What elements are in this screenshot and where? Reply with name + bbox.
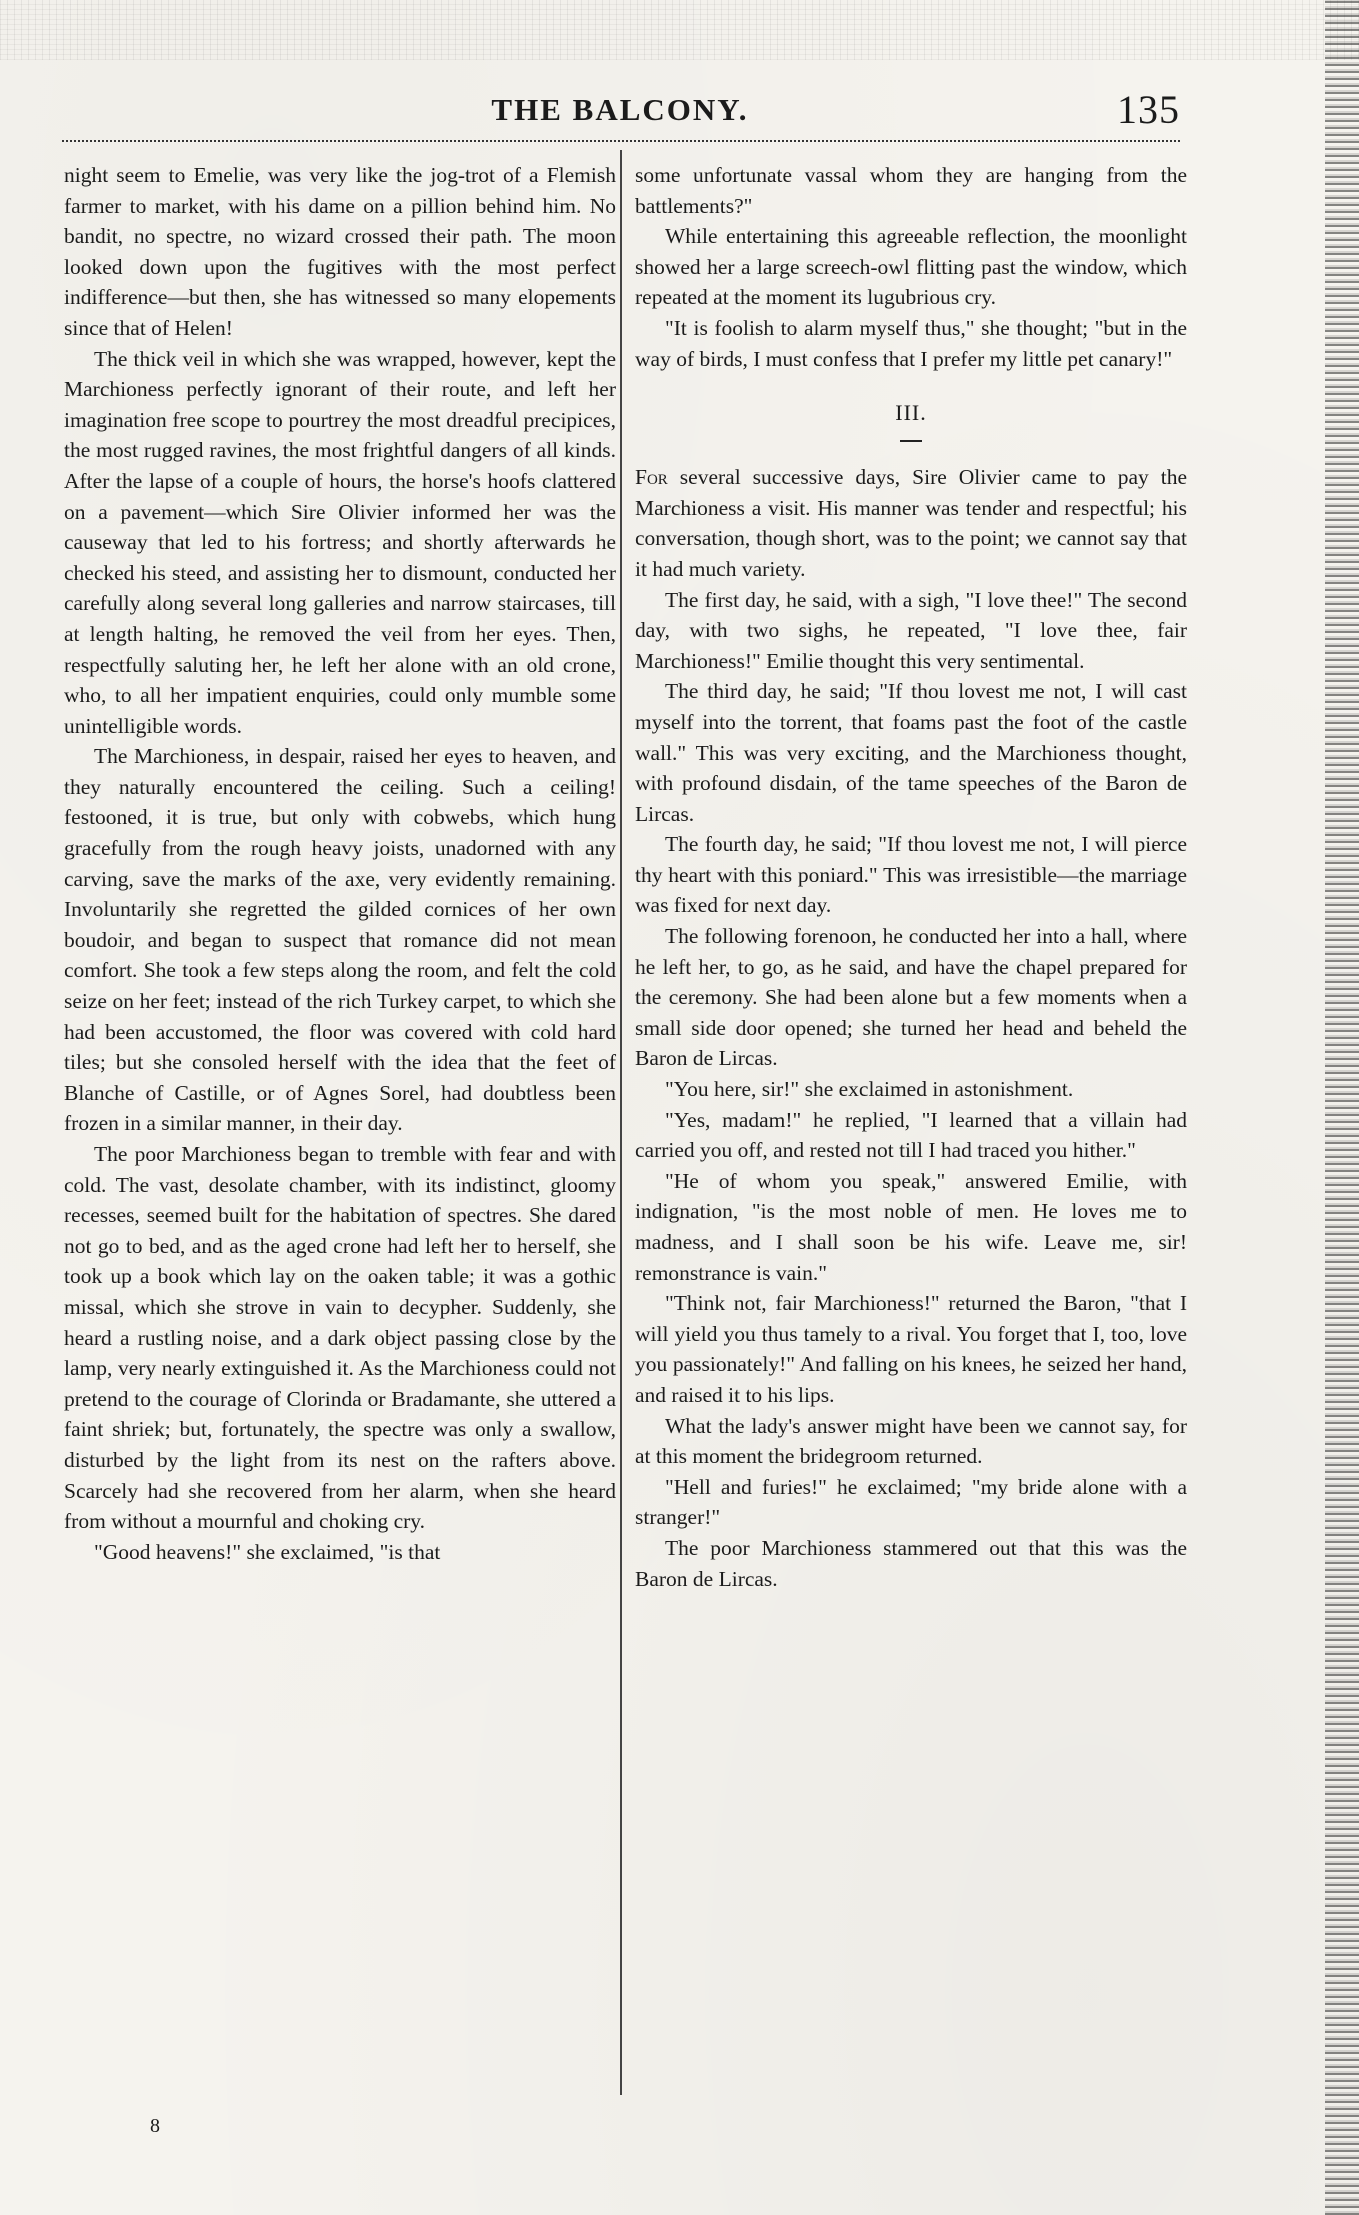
paragraph: "Hell and furies!" he exclaimed; "my bride alone with a stranger!" (635, 1474, 1187, 1530)
paragraph: "Yes, madam!" he replied, "I learned that a villain had carried you off, and rested not till I had traced you hither." (635, 1107, 1187, 1163)
paragraph: "He of whom you speak," answered Emilie, with indignation, "is the most noble of men. He loves me to madness, and I shall soon be his wife. Leave me, sir! remonstrance is vain." (635, 1168, 1187, 1285)
lead-word: For (635, 465, 668, 490)
paragraph: The third day, he said; "If thou lovest me not, I will cast myself into the torrent, that foams past the foot of the castle wall." This was very exciting, and the Marchioness thought, with profound disdain, of the tame speeches of the Baron de Lircas. (635, 679, 1187, 826)
header-rule (62, 140, 1180, 142)
right-column (635, 160, 1187, 2080)
paragraph: "Think not, fair Marchioness!" returned the Baron, "that I will yield you thus tamely to a rival. You forget that I, too, love you passionately!" And falling on his knees, he seized her hand, and raised it to his lips. (635, 1291, 1187, 1407)
section-rule (900, 440, 922, 442)
paragraph (635, 462, 1187, 584)
paragraph: The Marchioness, in despair, raised her eyes to heaven, and they naturally encountered the ceiling. Such a ceiling! festooned, it is true, but only with cobwebs, which hung gracefully from the rough heavy joists, unadorned with any carving, save the marks of the axe, very evidently remaining. Involuntarily she regretted the gilded cornices of her own boudoir, and began to suspect that romance did not mean comfort. She took a few steps along the room, and felt the cold seize on her feet; instead of the rich Turkey carpet, to which she had been accustomed, the floor was covered with cold hard tiles; but she consoled herself with the idea that the feet of Blanche of Castille, or of Agnes Sorel, had doubtless been frozen in a similar manner, in their day. (64, 744, 616, 1136)
paragraph: "It is foolish to alarm myself thus," she thought; "but in the way of birds, I must confess that I prefer my little pet canary!" (635, 315, 1187, 371)
paragraph: The following forenoon, he conducted her into a hall, where he left her, to go, as he said, and have the chapel prepared for the ceremony. She had been alone but a few moments when a small side door opened; she turned her head and beheld the Baron de Lircas. (635, 924, 1187, 1071)
scan-noise-top (0, 0, 1359, 60)
paragraph: The first day, he said, with a sigh, "I love thee!" The second day, with two sighs, he repeated, "I love thee, fair Marchioness!" Emilie thought this very sentimental. (635, 587, 1187, 673)
running-title: THE BALCONY. (491, 92, 749, 127)
section-heading: III. (895, 400, 927, 426)
paragraph: some unfortunate vassal whom they are hanging from the battlements?" (635, 163, 1187, 218)
paragraph: night seem to Emelie, was very like the jog-trot of a Flemish farmer to market, with his dame on a pillion behind him. No bandit, no spectre, no wizard crossed their path. The moon looked down upon the fugitives with the most perfect indifference—but then, she has witnessed so many elopements since that of Helen! (64, 163, 616, 340)
paragraph: What the lady's answer might have been we cannot say, for at this moment the bridegroom returned. (635, 1413, 1187, 1469)
left-column (64, 160, 616, 2080)
paragraph: The thick veil in which she was wrapped, however, kept the Marchioness perfectly ignorant of their route, and left her imagination free scope to pourtrey the most dreadful precipices, the most rugged ravines, the most frightful dangers of all kinds. After the lapse of a couple of hours, the horse's hoofs clattered on a pavement—which Sire Olivier informed her was the causeway that led to his fortress; and shortly afterwards he checked his steed, and assisting her to dismount, conducted her carefully along several long galleries and narrow staircases, till at length halting, he removed the veil from her eyes. Then, respectfully saluting her, he left her alone with an old crone, who, to all her impatient enquiries, could only mumble some unintelligible words. (64, 346, 616, 738)
scan-edge-right (1325, 0, 1359, 2215)
signature-mark: 8 (150, 2115, 160, 2137)
running-head (60, 86, 1180, 136)
paragraph: The poor Marchioness stammered out that this was the Baron de Lircas. (635, 1535, 1187, 1591)
paragraph: "Good heavens!" she exclaimed, "is that (94, 1539, 441, 1564)
paragraph: While entertaining this agreeable reflection, the moonlight showed her a large screech-owl flitting past the window, which repeated at the moment its lugubrious cry. (635, 224, 1187, 310)
paragraph-text: several successive days, Sire Olivier came to pay the Marchioness a visit. His manner was tender and respectful; his conversation, though short, was to the point; we cannot say that it had much variety. (635, 465, 1188, 581)
paragraph: The fourth day, he said; "If thou lovest me not, I will pierce thy heart with this poniard." This was irresistible—the marriage was fixed for next day. (635, 832, 1187, 918)
paragraph: "You here, sir!" she exclaimed in astonishment. (665, 1077, 1074, 1102)
page-number: 135 (1117, 87, 1180, 132)
paragraph: The poor Marchioness began to tremble with fear and with cold. The vast, desolate chamber, with its indistinct, gloomy recesses, seemed built for the habitation of spectres. She dared not go to bed, and as the aged crone had left her to herself, she took up a book which lay on the oaken table; it was a gothic missal, which she strove in vain to decypher. Suddenly, she heard a rustling noise, and a dark object passing close by the lamp, very nearly extinguished it. As the Marchioness could not pretend to the courage of Clorinda or Bradamante, she uttered a faint shriek; but, fortunately, the spectre was only a swallow, disturbed by the light from its nest on the rafters above. Scarcely had she recovered from her alarm, when she heard from without a mournful and choking cry. (64, 1142, 616, 1534)
column-divider (620, 150, 622, 2095)
